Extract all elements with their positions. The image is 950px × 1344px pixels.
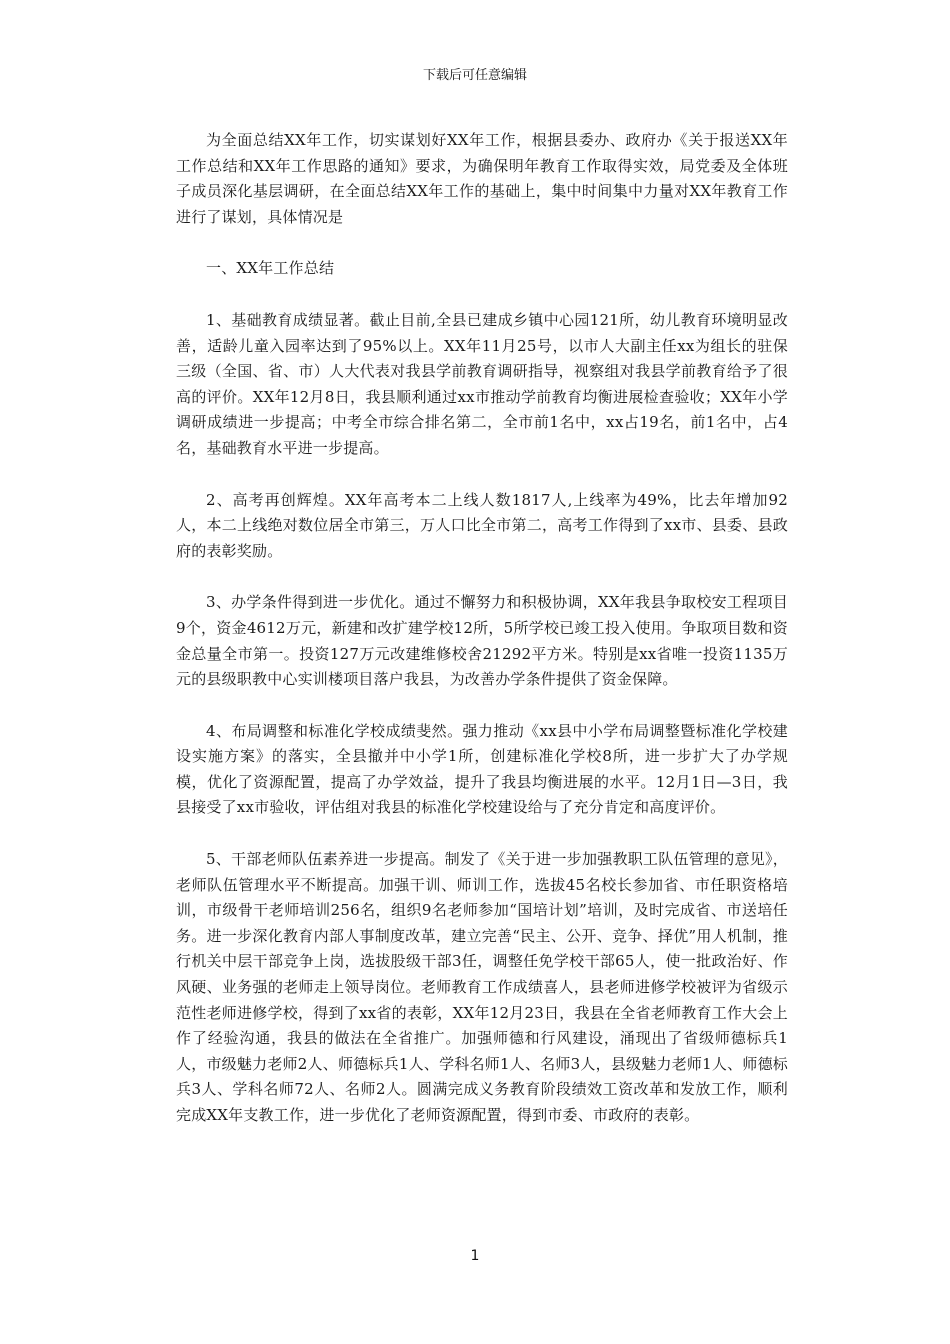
paragraph-item-2: 2、高考再创辉煌。XX年高考本二上线人数1817人,上线率为49%，比去年增加92人，本二上线绝对数位居全市第三，万人口比全市第二，高考工作得到了xx市、县委、县政府的表彰奖励。 bbox=[176, 490, 788, 560]
intro-paragraph: 为全面总结XX年工作，切实谋划好XX年工作，根据县委办、政府办《关于报送XX年工作总结和XX年工作思路的通知》要求，为确保明年教育工作取得实效，局党委及全体班子成员深化基层调研，在全面总结XX年工作的基础上，集中时间集中力量对XX年教育工作进行了谋划，具体情况是 bbox=[176, 131, 788, 226]
page-number: 1 bbox=[470, 1248, 480, 1264]
paragraph-item-3: 3、办学条件得到进一步优化。通过不懈努力和积极协调，XX年我县争取校安工程项目9个，资金4612万元，新建和改扩建学校12所，5所学校已竣工投入使用。争取项目数和资金总量全市第一。投资127万元改建维修校舍21292平方米。特别是xx省唯一投资1135万元的县级职教中心实训楼项目落户我县，为改善办学条件提供了资金保障。 bbox=[176, 593, 788, 689]
section-heading: 一、XX年工作总结 bbox=[206, 259, 335, 278]
paragraph-item-1: 1、基础教育成绩显著。截止目前,全县已建成乡镇中心园121所，幼儿教育环境明显改善，适龄儿童入园率达到了95%以上。XX年11月25号，以市人大副主任xx为组长的驻保三级（全国、省、市）人大代表对我县学前教育调研指导，视察组对我县学前教育给予了很高的评价。XX年12月8日，我县顺利通过xx市推动学前教育均衡进展检查验收；XX年小学调研成绩进一步提高；中考全市综合排名第二，全市前1名中，xx占19名，前1名中，占4名，基础教育水平进一步提高。 bbox=[176, 310, 788, 457]
document-body bbox=[176, 128, 788, 1155]
paragraph-item-5: 5、干部老师队伍素养进一步提高。制发了《关于进一步加强教职工队伍管理的意见》，老师队伍管理水平不断提高。加强干训、师训工作，选拔45名校长参加省、市任职资格培训，市级骨干老师培训256名，组织9名老师参加“国培计划”培训，及时完成省、市送培任务。进一步深化教育内部人事制度改革，建立完善“民主、公开、竞争、择优”用人机制，推行机关中层干部竞争上岗，选拔股级干部3任，调整任免学校干部65人，使一批政治好、作风硬、业务强的老师走上领导岗位。老师教育工作成绩喜人，县老师进修学校被评为省级示范性老师进修学校，得到了xx省的表彰，XX年12月23日，我县在全省老师教育工作大会上作了经验沟通，我县的做法在全省推广。加强师德和行风建设，涌现出了省级师德标兵1人，市级魅力老师2人、师德标兵1人、学科名师1人、名师3人，县级魅力老师1人、师德标兵3人、学科名师72人、名师2人。圆满完成义务教育阶段绩效工资改革和发放工作，顺利完成XX年支教工作，进一步优化了老师资源配置，得到市委、市政府的表彰。 bbox=[176, 850, 788, 1124]
page-header: 下载后可任意编辑 bbox=[422, 68, 527, 83]
paragraph-item-4: 4、布局调整和标准化学校成绩斐然。强力推动《xx县中小学布局调整暨标准化学校建设实施方案》的落实，全县撤并中小学1所，创建标准化学校8所，进一步扩大了办学规模，优化了资源配置，提高了办学效益，提升了我县均衡进展的水平。12月1日—3日，我县接受了xx市验收，评估组对我县的标准化学校建设给与了充分肯定和高度评价。 bbox=[176, 721, 788, 817]
